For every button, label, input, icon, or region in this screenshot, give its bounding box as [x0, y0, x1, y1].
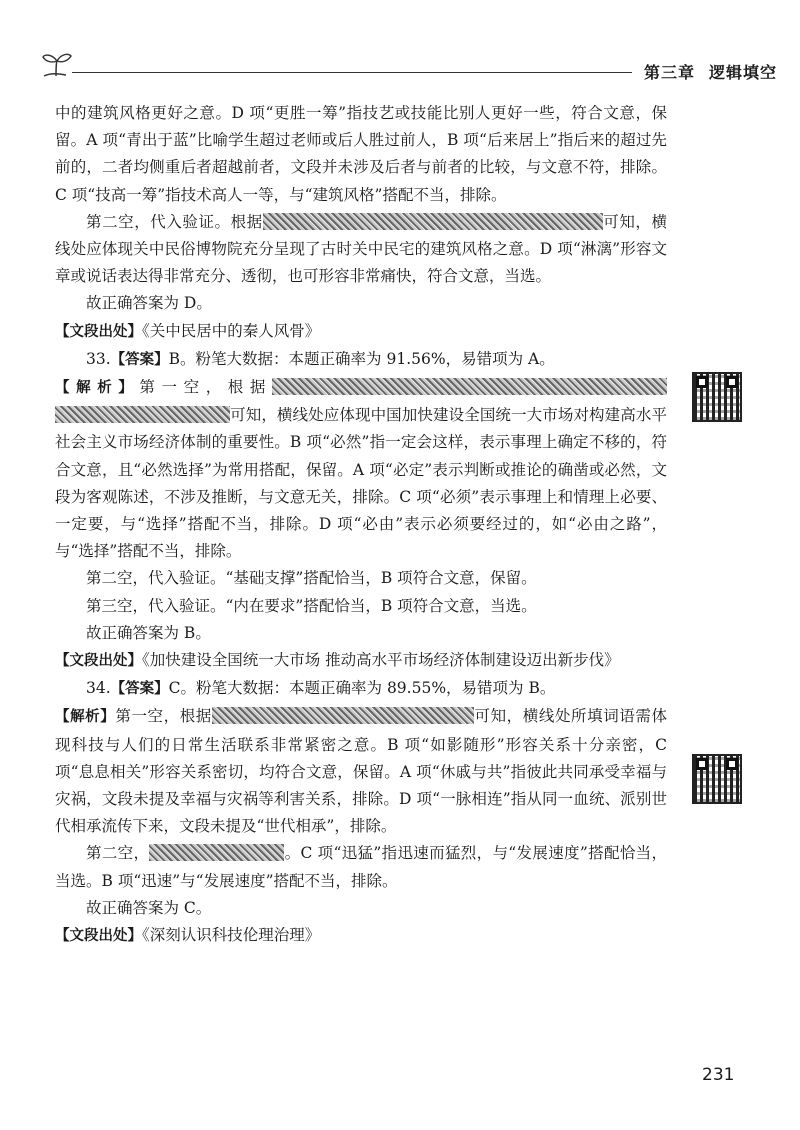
paragraph-text: 第二空，代入验证。“基础支撑”搭配恰当，B 项符合文意，保留。	[86, 569, 537, 588]
section-tag: 【文段出处】	[55, 653, 142, 670]
page-number: 231	[702, 1065, 735, 1085]
redacted-text	[272, 378, 667, 395]
section-tag: 【答案】	[110, 351, 169, 368]
paragraph	[55, 318, 667, 346]
paragraph	[55, 374, 667, 565]
paragraph	[55, 346, 667, 374]
qr-code-33[interactable]	[692, 372, 742, 422]
paragraph-text: B。粉笔大数据：本题正确率为 91.56%，易错项为 A。	[168, 349, 555, 368]
paragraph-text: 故正确答案为 C。	[86, 898, 212, 917]
section-tag: 【答案】	[110, 681, 169, 698]
paragraph	[55, 675, 667, 703]
section-tag: 【文段出处】	[55, 928, 142, 945]
paragraph	[55, 703, 667, 840]
section-tag: 【文段出处】	[55, 323, 142, 340]
chapter-title: 逻辑填空	[709, 63, 778, 82]
paragraph-text: 34.	[86, 679, 111, 698]
paragraph-text: 可知，横线处所填词语需体现科技与人们的日常生活联系非常紧密之意。B 项“如影随形”形容关系十分亲密，C 项“息息相关”形容关系密切，均符合文意，保留。A 项“休戚与共”指彼此共同承受幸福与灾祸，文段未提及幸福与灾祸等利害关系，排除。D 项“一脉相连”指从同一血统、派别世代相承流传下来，文段未提及“世代相承”，排除。	[55, 707, 667, 836]
header-rule	[72, 72, 632, 73]
paragraph-text: 《加快建设全国统一大市场 推动高水平市场经济体制建设迈出新步伐》	[142, 651, 620, 670]
paragraph-text: 第一空，根据	[139, 378, 272, 397]
qr-code-34[interactable]	[692, 754, 742, 804]
paragraph-text: 第二空，代入验证。根据	[86, 212, 263, 231]
chapter-number: 第三章	[644, 63, 696, 82]
paragraph-text: 中的建筑风格更好之意。D 项“更胜一筹”指技艺或技能比别人更好一些，符合文意，保留。A 项“青出于蓝”比喻学生超过老师或后人胜过前人，B 项“后来居上”指后来的超过先前的，二者均侧重后者超越前者，文段并未涉及后者与前者的比较，与文意不符，排除。C 项“技高一筹”指技术高人一等，与“建筑风格”搭配不当，排除。	[55, 104, 667, 204]
paragraph	[55, 100, 667, 209]
paragraph-text: 。C 项“迅猛”指迅速而猛烈，与“发展速度”搭配恰当，当选。B 项“迅速”与“发展速度”搭配不当，排除。	[55, 844, 667, 890]
paragraph-text: 第一空，根据	[115, 707, 212, 726]
paragraph	[55, 209, 667, 291]
paragraph	[55, 620, 667, 647]
redacted-text	[263, 213, 603, 230]
paragraph	[55, 565, 667, 592]
chapter-heading	[644, 60, 791, 83]
paragraph	[55, 895, 667, 922]
paragraph-text: 可知，横线处应体现中国加快建设全国统一大市场对构建高水平社会主义市场经济体制的重要性。B 项“必然”指一定会这样，表示事理上确定不移的，符合文意，且“必然选择”为常用搭配，保留。A 项“必定”表示判断或推论的确凿或必然，文段为客观陈述，不涉及推断，与文意无关，排除。C 项“必须”表示事理上和情理上必要、一定要，与“选择”搭配不当，排除。D 项“必由”表示必须要经过的，如“必由之路”，与“选择”搭配不当，排除。	[55, 406, 667, 561]
paragraph	[55, 593, 667, 620]
paragraph	[55, 840, 667, 894]
redacted-text	[149, 844, 284, 861]
paragraph	[55, 290, 667, 317]
paragraph-text: C。粉笔大数据：本题正确率为 89.55%，易错项为 B。	[168, 679, 556, 698]
answer-explanations	[55, 100, 667, 950]
paragraph-text: 故正确答案为 D。	[86, 294, 212, 313]
sprout-icon	[40, 50, 74, 78]
redacted-text	[212, 707, 474, 724]
paragraph-text: 可知，横线处应体现关中民俗博物院充分呈现了古时关中民宅的建筑风格之意。D 项“淋漓”形容文章或说话表达得非常充分、透彻，也可形容非常痛快，符合文意，当选。	[55, 212, 667, 286]
paragraph-text: 33.	[86, 349, 111, 368]
paragraph-text: 《关中民居中的秦人风骨》	[142, 321, 321, 340]
redacted-text	[55, 406, 230, 423]
page-header	[40, 50, 778, 82]
section-tag: 【解析】	[55, 380, 140, 397]
paragraph-text: 第三空，代入验证。“内在要求”搭配恰当，B 项符合文意，当选。	[86, 596, 537, 615]
section-tag: 【解析】	[55, 709, 116, 726]
paragraph-text: 故正确答案为 B。	[86, 623, 211, 642]
paragraph-text: 《深刻认识科技伦理治理》	[142, 926, 321, 945]
paragraph	[55, 647, 667, 675]
paragraph	[55, 922, 667, 950]
paragraph-text: 第二空，	[86, 844, 150, 863]
